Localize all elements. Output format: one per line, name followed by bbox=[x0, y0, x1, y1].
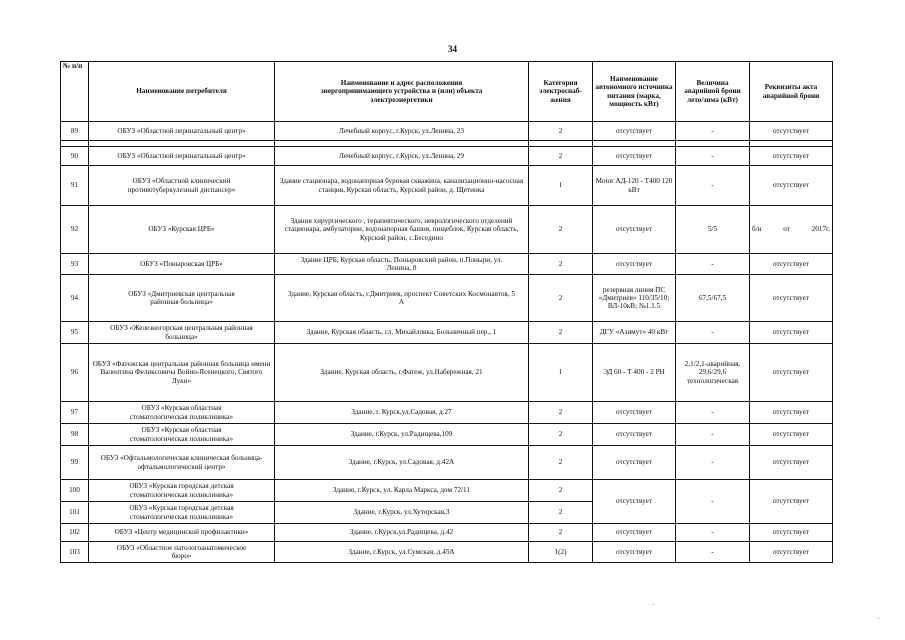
header-address: Наименование и адрес расположения энергопринимающего устройства и (или) объекта электроэнергетики bbox=[275, 62, 529, 122]
row-category: 2 bbox=[529, 502, 593, 524]
header-reserve: Величина аварийной брони лето/зима (кВт) bbox=[676, 62, 750, 122]
row-source: отсутствует bbox=[593, 254, 676, 275]
emergency-reserve-table bbox=[60, 61, 833, 563]
row-num: 97 bbox=[61, 402, 89, 424]
table-row bbox=[61, 206, 833, 254]
row-num: 99 bbox=[61, 446, 89, 480]
row-consumer: ОБУЗ «Курская ЦРБ» bbox=[89, 206, 275, 254]
row-address: Здание стационара, водонапорная буровая скважина, канализационно-насосная станция, Курская область, Курский район, д. Щетинка bbox=[275, 166, 529, 206]
table-row bbox=[61, 480, 833, 502]
header-act: Реквизиты акта аварийной брони bbox=[750, 62, 833, 122]
row-address: Здание, Курская область, г.Дмитриев, проспект Советских Космонавтов, 5 А bbox=[275, 275, 529, 322]
row-reserve: 67,5/67,5 bbox=[676, 275, 750, 322]
row-address: Лечебный корпус, г.Курск, ул.Ленина, 23 bbox=[275, 122, 529, 141]
row-source: ДГУ «Азимут» 40 кВт bbox=[593, 322, 676, 344]
row-act: отсутствует bbox=[750, 524, 833, 542]
row-source: отсутствует bbox=[593, 542, 676, 563]
row-category: 2 bbox=[529, 524, 593, 542]
row-reserve: - bbox=[676, 402, 750, 424]
row-reserve: - bbox=[676, 122, 750, 141]
table-row bbox=[61, 122, 833, 141]
row-source: отсутствует bbox=[593, 446, 676, 480]
table-header-row bbox=[61, 62, 833, 122]
row-category: 2 bbox=[529, 424, 593, 446]
row-source: отсутствует bbox=[593, 206, 676, 254]
row-num: 98 bbox=[61, 424, 89, 446]
table-row bbox=[61, 344, 833, 402]
row-source: ЭД 60 - Т 400 - 2 РН bbox=[593, 344, 676, 402]
row-category: 1(2) bbox=[529, 542, 593, 563]
row-num: 103 bbox=[61, 542, 89, 563]
header-source: Наименование автономного источника питания (марка, мощность кВт) bbox=[593, 62, 676, 122]
row-address: Здание, г.Курск, ул.Сумская, д.45А bbox=[275, 542, 529, 563]
row-num: 102 bbox=[61, 524, 89, 542]
row-num: 92 bbox=[61, 206, 89, 254]
row-act: отсутствует bbox=[750, 166, 833, 206]
row-category: 1 bbox=[529, 344, 593, 402]
row-reserve: - bbox=[676, 446, 750, 480]
table-row bbox=[61, 446, 833, 480]
row-num: 96 bbox=[61, 344, 89, 402]
header-num: № п/п bbox=[61, 62, 89, 122]
table-row bbox=[61, 402, 833, 424]
row-consumer: ОБУЗ «Курская городская детская стоматологическая поликлиника» bbox=[89, 502, 275, 524]
row-address: Здание, г.Курск, ул.Садовая, д.42А bbox=[275, 446, 529, 480]
row-category: 2 bbox=[529, 480, 593, 502]
row-address: Здание ЦРБ, Курская область, Поныровский район, п.Поныри, ул. Ленина, 8 bbox=[275, 254, 529, 275]
row-consumer: ОБУЗ «Офтальмологическая клиническая больница-офтальмологический центр» bbox=[89, 446, 275, 480]
row-source: отсутствует bbox=[593, 147, 676, 166]
row-category: 2 bbox=[529, 122, 593, 141]
row-reserve: 5/5 bbox=[676, 206, 750, 254]
row-category: 2 bbox=[529, 275, 593, 322]
row-consumer: ОБУЗ «Центр медицинской профилактики» bbox=[89, 524, 275, 542]
row-num: 93 bbox=[61, 254, 89, 275]
row-source: отсутствует bbox=[593, 524, 676, 542]
row-num: 90 bbox=[61, 147, 89, 166]
table-row bbox=[61, 424, 833, 446]
row-consumer: ОБУЗ «Областной перинатальный центр» bbox=[89, 147, 275, 166]
row-act: отсутствует bbox=[750, 254, 833, 275]
table-row bbox=[61, 542, 833, 563]
row-address: Здания хирургического , терапевтического, неврологического отделений стационара, амбулатории, водонапорная башня, пищеблок, Курская область, Курский район, с.Беседино bbox=[275, 206, 529, 254]
row-act: отсутствует bbox=[750, 322, 833, 344]
row-category: 2 bbox=[529, 402, 593, 424]
row-reserve: - bbox=[676, 542, 750, 563]
row-consumer: ОБУЗ «Железногорская центральная районная больница» bbox=[89, 322, 275, 344]
row-address: Здание, г.Курск,ул.Радищева, д.42 bbox=[275, 524, 529, 542]
row-category: 2 bbox=[529, 206, 593, 254]
row-act: отсутствует bbox=[750, 446, 833, 480]
row-num: 89 bbox=[61, 122, 89, 141]
page-number: 34 bbox=[448, 44, 457, 54]
row-consumer: ОБУЗ «Курская областная стоматологическая поликлиника» bbox=[89, 402, 275, 424]
table-row bbox=[61, 147, 833, 166]
row-address: Здание, г.Курск, ул.Хуторская,3 bbox=[275, 502, 529, 524]
table-row bbox=[61, 275, 833, 322]
row-consumer: ОБУЗ «Дмитриевская центральная районная больница» bbox=[89, 275, 275, 322]
row-source: отсутствует bbox=[593, 122, 676, 141]
row-act: отсутствует bbox=[750, 275, 833, 322]
scan-speck bbox=[878, 618, 879, 619]
row-category: 2 bbox=[529, 147, 593, 166]
row-act: отсутствует bbox=[750, 424, 833, 446]
row-act: отсутствует bbox=[750, 542, 833, 563]
row-consumer: ОБУЗ «Областной перинатальный центр» bbox=[89, 122, 275, 141]
row-num: 101 bbox=[61, 502, 89, 524]
row-act: отсутствует bbox=[750, 122, 833, 141]
row-act: отсутствует bbox=[750, 147, 833, 166]
table-row bbox=[61, 322, 833, 344]
row-reserve: - bbox=[676, 254, 750, 275]
row-reserve: 2,1/2,1-аварийная, 29,6/29,6 технологическая bbox=[676, 344, 750, 402]
row-source: отсутствует bbox=[593, 480, 676, 524]
row-consumer: ОБУЗ «Областной клинический противотуберкулезный диспансер» bbox=[89, 166, 275, 206]
row-reserve: - bbox=[676, 524, 750, 542]
row-category: 2 bbox=[529, 322, 593, 344]
table-row bbox=[61, 166, 833, 206]
row-reserve: - bbox=[676, 424, 750, 446]
row-consumer: ОБУЗ «Курская городская детская стоматологическая поликлиника» bbox=[89, 480, 275, 502]
row-consumer: ОБУЗ «Фатежская центральная районная больница имени Валентина Феликсовича Войно-Ясенецкого, Святого Луки» bbox=[89, 344, 275, 402]
scan-speck bbox=[653, 604, 654, 605]
row-category: 1 bbox=[529, 166, 593, 206]
row-num: 95 bbox=[61, 322, 89, 344]
row-reserve: - bbox=[676, 480, 750, 524]
header-consumer: Наименование потребителя bbox=[89, 62, 275, 122]
row-act: отсутствует bbox=[750, 402, 833, 424]
row-consumer: ОБУЗ «Поныровская ЦРБ» bbox=[89, 254, 275, 275]
row-num: 91 bbox=[61, 166, 89, 206]
row-category: 2 bbox=[529, 254, 593, 275]
row-address: Здание, г.Курск, ул.Радищева,109 bbox=[275, 424, 529, 446]
row-reserve: - bbox=[676, 322, 750, 344]
row-address: Здание, г.Курск, ул. Карла Маркса, дом 72/11 bbox=[275, 480, 529, 502]
table-row bbox=[61, 254, 833, 275]
row-consumer: ОБУЗ «Курская областная стоматологическая поликлиника» bbox=[89, 424, 275, 446]
row-num: 94 bbox=[61, 275, 89, 322]
row-source: отсутствует bbox=[593, 402, 676, 424]
row-address: Здание, Курская область, сл. Михайловка, Больничный пер., 1 bbox=[275, 322, 529, 344]
row-category: 2 bbox=[529, 446, 593, 480]
row-reserve: - bbox=[676, 147, 750, 166]
row-source: резервная линия ПС «Дмитриев» 110/35/10; ВЛ-10кВ; №1.1.5 bbox=[593, 275, 676, 322]
row-num: 100 bbox=[61, 480, 89, 502]
row-act: отсутствует bbox=[750, 344, 833, 402]
row-act: б/н от 2017г. bbox=[750, 206, 833, 254]
row-address: Здание, Курская область, г.Фатеж, ул.Набережная, 21 bbox=[275, 344, 529, 402]
row-consumer: ОБУЗ «Областное патологоанатомическое бюро» bbox=[89, 542, 275, 563]
row-address: Лечебный корпус, г.Курск, ул.Ленина, 29 bbox=[275, 147, 529, 166]
table-row bbox=[61, 524, 833, 542]
header-category: Категория электроснаб-жения bbox=[529, 62, 593, 122]
row-source: отсутствует bbox=[593, 424, 676, 446]
row-act: отсутствует bbox=[750, 480, 833, 524]
row-source: Motor АД-120 - Т400 120 кВт bbox=[593, 166, 676, 206]
row-address: Здание, г. Курск,ул.Садовая, д.27 bbox=[275, 402, 529, 424]
row-reserve: - bbox=[676, 166, 750, 206]
